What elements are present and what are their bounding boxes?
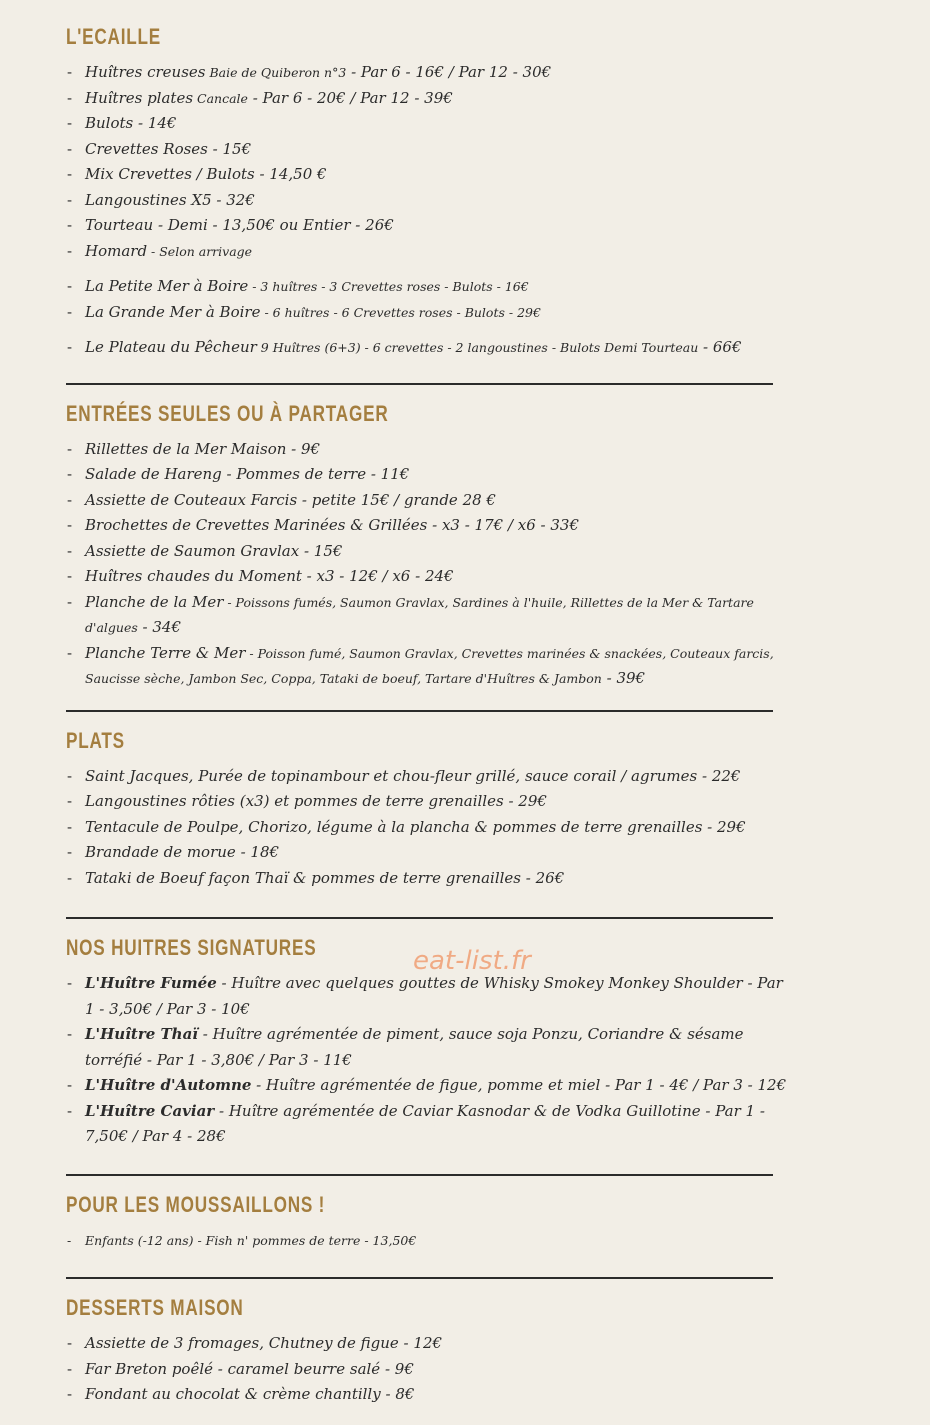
list-item: [66, 641, 796, 692]
item-list: [66, 1228, 796, 1254]
list-item: [66, 971, 796, 1022]
list-item: [66, 1073, 796, 1099]
list-item: [66, 840, 796, 866]
list-item: [66, 60, 796, 86]
item-name: Huîtres creuses: [85, 63, 206, 81]
item-name: Saint Jacques, Purée de topinambour et chou-fleur grillé, sauce corail / agrumes - 22€: [85, 766, 741, 785]
item-name: L'Huître Fumée: [85, 974, 217, 992]
section-title: PLATS: [66, 727, 125, 753]
section-entrees: [66, 399, 796, 692]
item-name: Brandade de morue - 18€: [85, 843, 280, 861]
item-name: Huîtres chaudes du Moment - x3 - 12€ / x6 - 24€: [85, 567, 454, 585]
item-detail: - Selon arrivage: [147, 243, 253, 259]
list-item: [66, 764, 796, 790]
section-title: POUR LES MOUSSAILLONS !: [66, 1191, 326, 1217]
item-price: - 66€: [698, 338, 742, 356]
item-name: Assiette de 3 fromages, Chutney de figue - 12€: [85, 1334, 443, 1352]
list-item: [66, 213, 796, 239]
item-name: La Petite Mer à Boire: [85, 277, 249, 295]
list-item: [66, 239, 796, 265]
item-name: Langoustines X5 - 32€: [85, 190, 255, 209]
item-price: - 39€: [601, 669, 646, 687]
section-plats: [66, 726, 796, 892]
list-item: [66, 564, 796, 590]
item-name: Assiette de Couteaux Farcis - petite 15€ / grande 28 €: [85, 490, 496, 509]
list-item: [66, 1099, 796, 1150]
list-item: [66, 437, 796, 463]
list-item: [66, 188, 796, 214]
list-item: [66, 111, 796, 137]
item-name: Far Breton poêlé - caramel beurre salé - 9€: [85, 1359, 414, 1378]
item-description: - Huître agrémentée de piment, sauce soja Ponzu, Coriandre & sésame torréfié - Par 1 - 3,80€ / Par 3 - 11€: [85, 1025, 744, 1069]
spacer: [66, 325, 796, 335]
list-item: [66, 162, 796, 188]
item-detail: - Poissons fumés, Saumon Gravlax, Sardines à l'huile, Rillettes de la Mer & Tartare d'algues: [85, 594, 754, 635]
item-name: Planche Terre & Mer: [85, 643, 246, 662]
item-list: [66, 335, 796, 361]
item-name: Tataki de Boeuf façon Thaï & pommes de terre grenailles - 26€: [85, 868, 565, 887]
item-name: Planche de la Mer: [85, 592, 224, 611]
list-item: [66, 815, 796, 841]
item-name: Tentacule de Poulpe, Chorizo, légume à la plancha & pommes de terre grenailles - 29€: [85, 817, 746, 836]
item-description: - Huître agrémentée de Caviar Kasnodar & de Vodka Guillotine - Par 1 - 7,50€ / Par 4 - 28€: [85, 1101, 765, 1145]
item-name: L'Huître Thaï: [85, 1025, 198, 1043]
item-list: [66, 1331, 796, 1408]
item-price: - 34€: [137, 618, 182, 636]
item-name: Assiette de Saumon Gravlax - 15€: [85, 541, 343, 560]
item-description: - Huître agrémentée de figue, pomme et miel - Par 1 - 4€ / Par 3 - 12€: [251, 1076, 787, 1094]
section-moussaillons: [66, 1190, 796, 1254]
item-detail: - 3 huîtres - 3 Crevettes roses - Bulots - 16€: [248, 279, 529, 294]
list-item: [66, 462, 796, 488]
item-name: Homard: [85, 241, 148, 260]
item-list: [66, 971, 796, 1150]
item-detail: Cancale: [193, 90, 248, 106]
list-item: [66, 1228, 796, 1254]
section-title: DESSERTS MAISON: [66, 1295, 244, 1320]
item-name: L'Huître Caviar: [85, 1101, 215, 1120]
item-name: Tourteau - Demi - 13,50€ ou Entier - 26€: [85, 216, 394, 234]
item-list: [66, 60, 796, 264]
section-title: ENTRÉES SEULES OU À PARTAGER: [66, 400, 389, 426]
item-detail: - 6 huîtres - 6 Crevettes roses - Bulots - 29€: [260, 304, 541, 320]
list-item: [66, 86, 796, 112]
list-item: [66, 274, 796, 300]
list-item: [66, 488, 796, 514]
list-item: [66, 866, 796, 892]
item-name: Fondant au chocolat & crème chantilly - 8€: [85, 1385, 415, 1403]
list-item: [66, 1357, 796, 1383]
list-item: [66, 1022, 796, 1073]
watermark: eat-list.fr: [413, 946, 531, 976]
list-item: [66, 300, 796, 326]
item-name: Brochettes de Crevettes Marinées & Grillées - x3 - 17€ / x6 - 33€: [85, 516, 580, 534]
list-item: [66, 539, 796, 565]
item-name: Mix Crevettes / Bulots - 14,50 €: [85, 165, 327, 183]
section-title: L'ECAILLE: [66, 24, 162, 49]
item-list: [66, 437, 796, 692]
item-name: Crevettes Roses - 15€: [85, 139, 252, 158]
spacer: [66, 264, 796, 274]
item-detail: Enfants (-12 ans) - Fish n' pommes de terre - 13,50€: [85, 1232, 417, 1248]
item-description: - Huître avec quelques gouttes de Whisky Smokey Monkey Shoulder - Par 1 - 3,50€ / Par 3 - 10€: [85, 974, 783, 1018]
item-name: Rillettes de la Mer Maison - 9€: [85, 439, 321, 458]
menu-page: [66, 22, 796, 1408]
item-detail: Baie de Quiberon n°3: [205, 65, 347, 80]
item-list: [66, 274, 796, 325]
item-name: La Grande Mer à Boire: [85, 302, 261, 321]
list-item: [66, 335, 796, 361]
list-item: [66, 137, 796, 163]
list-item: [66, 590, 796, 641]
list-item: [66, 513, 796, 539]
item-price: - Par 6 - 20€ / Par 12 - 39€: [247, 88, 453, 107]
item-detail: - Poisson fumé, Saumon Gravlax, Crevettes marinées & snackées, Couteaux farcis, Saucisse sèche, Jambon Sec, Coppa, Tataki de boeuf, Tartare d'Huîtres & Jambon: [85, 645, 774, 686]
item-price: - Par 6 - 16€ / Par 12 - 30€: [346, 63, 552, 81]
item-name: Bulots - 14€: [85, 114, 177, 132]
section-desserts: [66, 1293, 796, 1408]
item-detail: 9 Huîtres (6+3) - 6 crevettes - 2 langoustines - Bulots Demi Tourteau: [256, 340, 699, 355]
list-item: [66, 1382, 796, 1408]
section-title: NOS HUITRES SIGNATURES: [66, 935, 317, 960]
item-name: Salade de Hareng - Pommes de terre - 11€: [85, 465, 410, 483]
item-list: [66, 764, 796, 892]
item-name: Langoustines rôties (x3) et pommes de terre grenailles - 29€: [85, 792, 547, 810]
item-name: Huîtres plates: [85, 88, 194, 107]
list-item: [66, 789, 796, 815]
item-name: Le Plateau du Pêcheur: [85, 338, 257, 356]
item-name: L'Huître d'Automne: [85, 1076, 252, 1094]
list-item: [66, 1331, 796, 1357]
section-ecaille: [66, 22, 796, 361]
